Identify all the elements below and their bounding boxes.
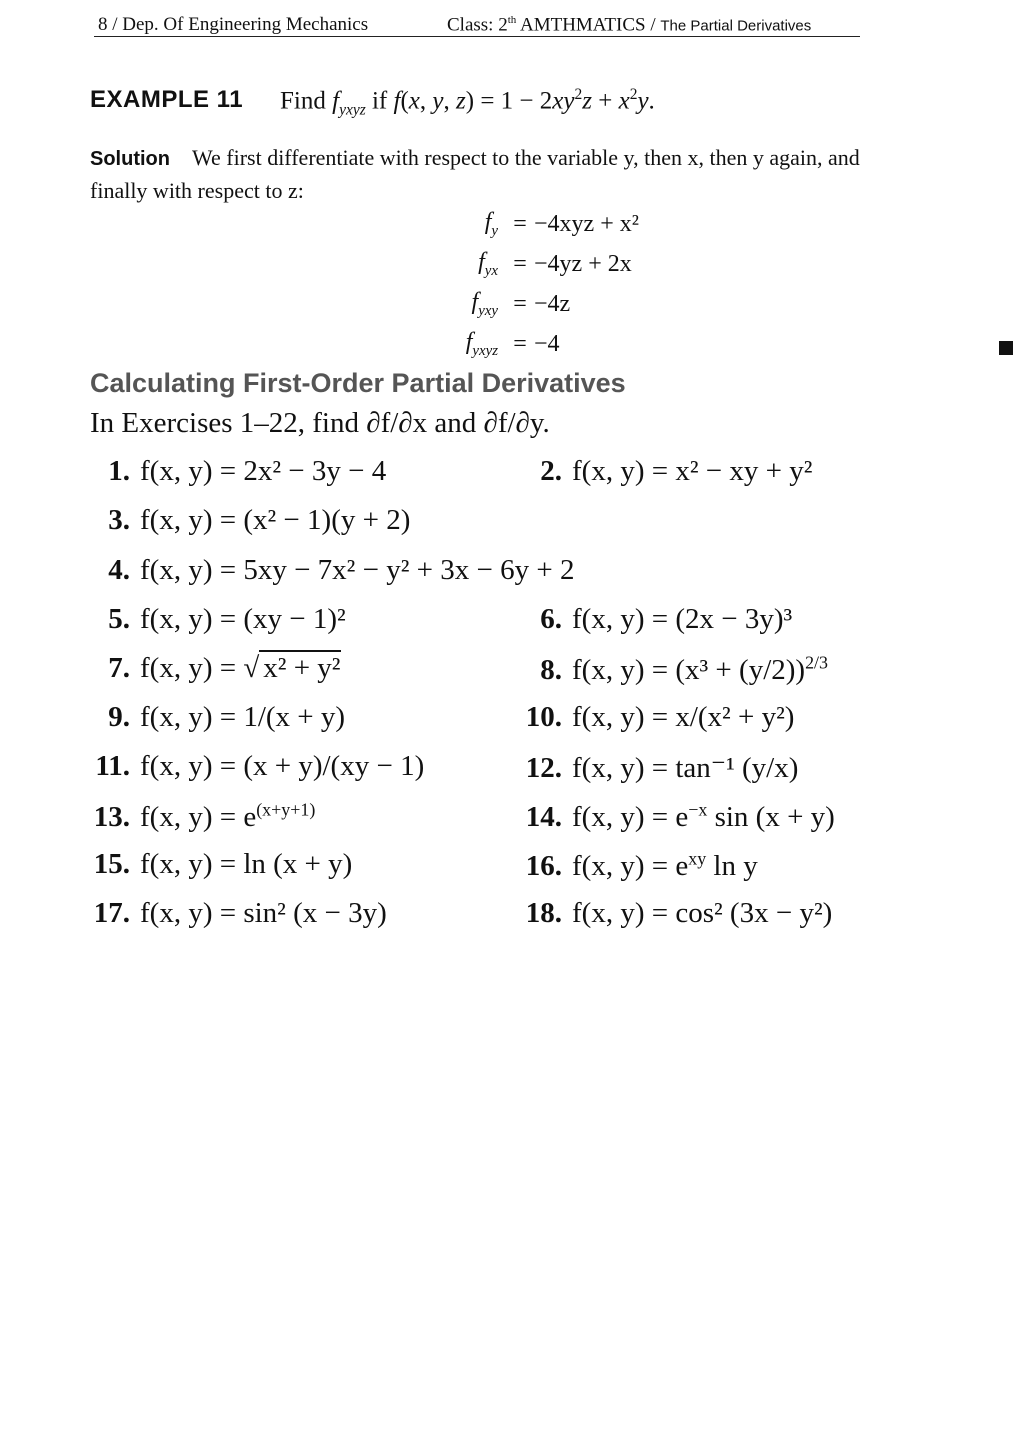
solution-label: Solution xyxy=(90,148,170,170)
exercise-item: 5. f(x, y) = (xy − 1)² xyxy=(108,603,346,635)
equation-row: $f_y$ = −4xyz + x² xyxy=(484,208,639,239)
section-title: Calculating First-Order Partial Derivatives xyxy=(90,368,626,398)
example-task: Find $f_{yxyz}$ if f(x, y, $z) = 1 - 2xy^2z + x^2y$. xyxy=(280,86,655,119)
equation-rhs: −4z xyxy=(534,290,571,317)
equation-row: $f_{yx}$ = −4yz + 2x xyxy=(478,248,632,279)
exercise-item: 14. f(x, $y) = e^{-x}$ sin (x + y) xyxy=(525,799,835,833)
solution-text-line2: finally with respect to z: xyxy=(90,178,304,203)
exercise-item: 9. f(x, y) = 1/(x + y) xyxy=(108,701,346,733)
solution-text-line1: We first differentiate with respect to the variable y, then x, then y again, and xyxy=(191,145,860,170)
exercise-item: 11. f(x, y) = (x + y)/(xy − 1) xyxy=(95,750,425,782)
exercise-item: 16. f(x, $y) = e^{xy}$ ln y xyxy=(525,848,758,882)
example-label: EXAMPLE 11 xyxy=(90,86,244,113)
equation-rhs: −4xyz + x² xyxy=(534,210,639,237)
exercise-item: 13. f(x, $y) = e^{(x+y+1)}$ xyxy=(93,799,316,833)
exercise-item: 3. f(x, y) = (x² − 1)(y + 2) xyxy=(108,504,411,536)
exercise-item: 12. f(x, y) = tan⁻¹ (y/x) xyxy=(525,752,799,784)
exercise-item: 18. f(x, y) = cos² (3x − y²) xyxy=(525,897,833,929)
square-root: √ x² + y² xyxy=(243,652,341,684)
exercise-item: 17. f(x, y) = sin² (x − 3y) xyxy=(93,897,387,929)
exercise-item: 2. f(x, y) = x² − xy + y² xyxy=(540,455,813,487)
exercise-item: 7. f(x, y) = √ x² + y² xyxy=(108,652,341,684)
equation-rhs: −4 xyxy=(534,330,560,357)
equation-row: $f_{yxy}$ = −4z xyxy=(471,288,571,319)
exercise-item: 1. f(x, y) = 2x² − 3y − 4 xyxy=(108,455,387,487)
equation-rhs: −4yz + 2x xyxy=(534,250,632,277)
exercise-item: 8. f(x, $y) = (x^3 + (y/2))^{2/3}$ xyxy=(540,652,829,686)
exercise-item: 10. f(x, y) = x/(x² + y²) xyxy=(525,701,795,733)
derivative-equations xyxy=(440,204,639,364)
exercise-item: 4. f(x, y) = 5xy − 7x² − y² + 3x − 6y + 2 xyxy=(108,554,575,586)
exercise-item: 15. f(x, y) = ln (x + y) xyxy=(93,848,353,880)
header-department: 8 / Dep. Of Engineering Mechanics xyxy=(98,14,369,35)
header-class: Class: 2th AMTHMATICS / The Partial Derivatives xyxy=(447,14,812,36)
end-of-proof-square-icon xyxy=(999,341,1013,355)
exercise-instruction: In Exercises 1–22, find ∂f/∂x and ∂f/∂y. xyxy=(90,407,550,439)
exercise-item: 6. f(x, y) = (2x − 3y)³ xyxy=(540,603,793,635)
equation-row: $f_{yxyz}$ = −4 xyxy=(465,328,560,359)
solution-paragraph xyxy=(90,142,1020,206)
page-header xyxy=(94,12,860,37)
